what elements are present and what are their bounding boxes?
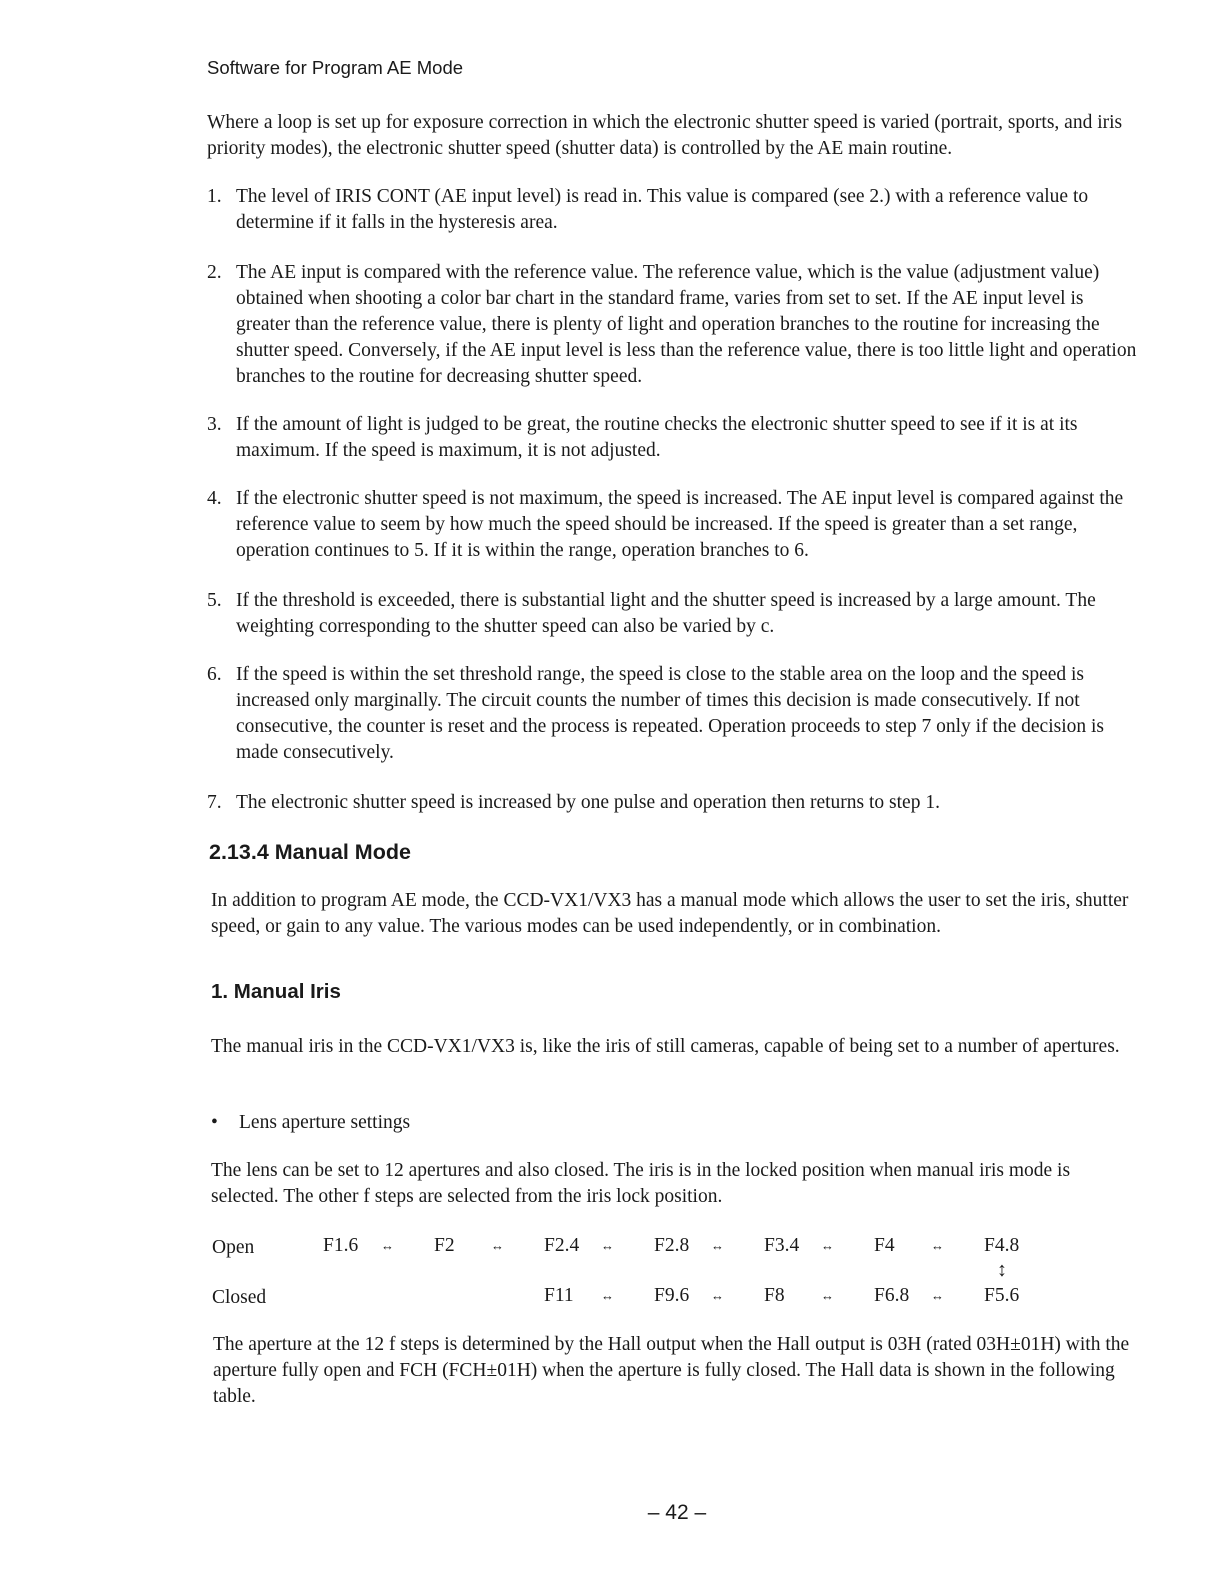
- step-number: 4.: [207, 488, 222, 509]
- aperture-value: F3.4: [764, 1235, 800, 1256]
- two-way-arrow-icon: ↔: [381, 1238, 394, 1253]
- sub-heading: 1. Manual Iris: [211, 980, 341, 1003]
- step-number: 6.: [207, 664, 222, 685]
- two-way-arrow-icon: ↔: [491, 1238, 504, 1253]
- aperture-paragraph: The lens can be set to 12 apertures and also closed. The iris is in the locked position when manual iris mode is selected. The other f steps are selected from the iris lock position.: [211, 1160, 1071, 1207]
- step-text: The AE input is compared with the reference value. The reference value, which is the value (adjustment value) obtained when shooting a color bar chart in the standard frame, varies from set to set. If the AE input level is greater than the reference value, there is plenty of light and operation branches to the routine for increasing the shutter speed. Conversely, if the AE input level is less than the reference value, there is too little light and operation branches to the routine for decreasing shutter speed.: [236, 262, 1137, 387]
- step-number: 5.: [207, 590, 222, 611]
- step-7: [207, 790, 1137, 816]
- vertical-arrow-icon: ↕: [997, 1259, 1007, 1281]
- manual-iris-paragraph: The manual iris in the CCD-VX1/VX3 is, like the iris of still cameras, capable of being set to a number of apertures.: [211, 1036, 1120, 1057]
- manual-intro-paragraph: In addition to program AE mode, the CCD-VX1/VX3 has a manual mode which allows the user to set the iris, shutter speed, or gain to any value. The various modes can be used independently, or in combination.: [211, 890, 1129, 937]
- step-text: If the speed is within the set threshold range, the speed is close to the stable area on the loop and the speed is increased only marginally. The circuit counts the number of times this decision is made consecutively. If not consecutive, the counter is reset and the process is repeated. Operation proceeds to step 7 only if the decision is made consecutively.: [236, 664, 1105, 763]
- aperture-value: F5.6: [984, 1285, 1020, 1306]
- step-text: The electronic shutter speed is increased by one pulse and operation then returns to step 1.: [236, 792, 940, 813]
- aperture-value: F8: [764, 1285, 785, 1306]
- open-label: Open: [212, 1237, 255, 1258]
- step-number: 1.: [207, 186, 222, 207]
- intro-paragraph: Where a loop is set up for exposure correction in which the electronic shutter speed is varied (portrait, sports, and iris priority modes), the electronic shutter speed (shutter data) is controlled by the AE main routine.: [207, 112, 1123, 159]
- two-way-arrow-icon: ↔: [711, 1288, 724, 1303]
- bullet-dot: •: [211, 1112, 218, 1133]
- two-way-arrow-icon: ↔: [601, 1288, 614, 1303]
- aperture-value: F4.8: [984, 1235, 1020, 1256]
- aperture-value: F2.4: [544, 1235, 580, 1256]
- step-6: [207, 662, 1137, 766]
- two-way-arrow-icon: ↔: [711, 1238, 724, 1253]
- aperture-value: F9.6: [654, 1285, 690, 1306]
- aperture-value: F2.8: [654, 1235, 690, 1256]
- step-2: [207, 260, 1137, 390]
- two-way-arrow-icon: ↔: [821, 1288, 834, 1303]
- step-4: [207, 486, 1137, 564]
- step-number: 7.: [207, 792, 222, 813]
- closed-label: Closed: [212, 1287, 267, 1308]
- step-5: [207, 588, 1137, 640]
- step-number: 2.: [207, 262, 222, 283]
- two-way-arrow-icon: ↔: [931, 1238, 944, 1253]
- page-number: – 42 –: [647, 1501, 707, 1524]
- aperture-value: F6.8: [874, 1285, 910, 1306]
- step-text: If the threshold is exceeded, there is substantial light and the shutter speed is increased by a large amount. The weighting corresponding to the shutter speed can also be varied by c.: [236, 590, 1096, 637]
- step-text: The level of IRIS CONT (AE input level) is read in. This value is compared (see 2.) with a reference value to determine if it falls in the hysteresis area.: [236, 186, 1089, 233]
- step-1: [207, 184, 1137, 236]
- hall-paragraph: The aperture at the 12 f steps is determined by the Hall output when the Hall output is 03H (rated 03H±01H) with the aperture fully open and FCH (FCH±01H) when the aperture is fully closed. The Hall data is shown in the following table.: [213, 1334, 1130, 1407]
- aperture-value: F2: [434, 1235, 455, 1256]
- aperture-value: F4: [874, 1235, 895, 1256]
- bullet-text: Lens aperture settings: [239, 1112, 411, 1133]
- step-text: If the electronic shutter speed is not maximum, the speed is increased. The AE input level is compared against the reference value to seem by how much the speed should be increased. If the speed is greater than a set range, operation continues to 5. If it is within the range, operation branches to 6.: [236, 488, 1124, 561]
- bullet-item: [211, 1110, 410, 1136]
- aperture-value: F1.6: [323, 1235, 359, 1256]
- section-heading: 2.13.4 Manual Mode: [209, 840, 411, 864]
- step-3: [207, 412, 1137, 464]
- two-way-arrow-icon: ↔: [931, 1288, 944, 1303]
- running-head: Software for Program AE Mode: [207, 57, 464, 78]
- two-way-arrow-icon: ↔: [821, 1238, 834, 1253]
- aperture-value: F11: [544, 1285, 574, 1306]
- step-text: If the amount of light is judged to be great, the routine checks the electronic shutter speed to see if it is at its maximum. If the speed is maximum, it is not adjusted.: [236, 414, 1078, 461]
- step-number: 3.: [207, 414, 222, 435]
- two-way-arrow-icon: ↔: [601, 1238, 614, 1253]
